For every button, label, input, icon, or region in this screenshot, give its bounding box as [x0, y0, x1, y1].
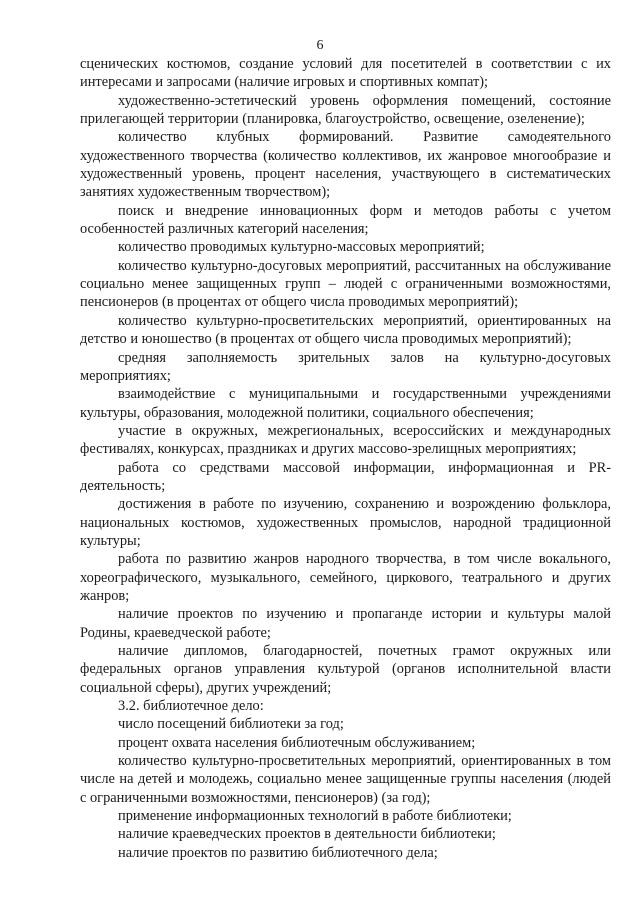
paragraph-leisure-events-vulnerable: количество культурно-досуговых мероприятий, рассчитанных на обслуживание социально менее защищенных групп – людей с ограниченными возможностями, пенсионеров (в процентах от общего числа проводимых мероприятий); [80, 257, 611, 311]
page-number: 6 [316, 38, 324, 53]
paragraph-mass-events-count: количество проводимых культурно-массовых мероприятий; [118, 239, 485, 256]
document-body [80, 55, 611, 862]
section-heading-library: 3.2. библиотечное дело: [118, 698, 264, 715]
paragraph-premises-design: художественно-эстетический уровень оформления помещений, состояние прилегающей территории (планировка, благоустройство, освещение, озеленение); [80, 92, 611, 128]
paragraph-media-pr: работа со средствами массовой информации, информационная и PR-деятельность; [80, 459, 611, 494]
paragraph-library-visits: число посещений библиотеки за год; [118, 716, 344, 733]
paragraph-hall-occupancy: средняя заполняемость зрительных залов на культурно-досуговых мероприятиях; [80, 349, 611, 384]
paragraph-innovative-forms: поиск и внедрение инновационных форм и методов работы с учетом особенностей различных категорий населения; [80, 202, 611, 238]
paragraph-library-development: наличие проектов по развитию библиотечного дела; [118, 844, 438, 861]
paragraph-library-it: применение информационных технологий в работе библиотеки; [118, 808, 512, 825]
paragraph-club-formations: количество клубных формирований. Развитие самодеятельного художественного творчества (количество коллективов, их жанровое многообразие и художественный уровень, процент населения, участвующего в систематических занятиях художественным творчеством); [80, 129, 611, 201]
paragraph-library-coverage: процент охвата населения библиотечным обслуживанием; [118, 734, 476, 751]
paragraph-library-local-history: наличие краеведческих проектов в деятельности библиотеки; [118, 826, 496, 843]
paragraph-folk-genres: работа по развитию жанров народного творчества, в том числе вокального, хореографического, музыкального, семейного, циркового, театрального и других жанров; [80, 551, 611, 604]
paragraph-festival-participation: участие в окружных, межрегиональных, всероссийских и международных фестивалях, конкурсах, праздниках и других массово-зрелищных мероприятиях; [80, 422, 611, 458]
paragraph-local-history-projects: наличие проектов по изучению и пропаганде истории и культуры малой Родины, краеведческой работе; [80, 606, 611, 641]
paragraph-institution-interaction: взаимодействие с муниципальными и государственными учреждениями культуры, образования, молодежной политики, социального обеспечения; [80, 386, 611, 421]
paragraph-educational-events-youth: количество культурно-просветительских мероприятий, ориентированных на детство и юношество (в процентах от общего числа проводимых мероприятий); [80, 312, 611, 348]
paragraph-library-events: количество культурно-просветительных мероприятий, ориентированных в том числе на детей и молодежь, социально менее защищенные группы населения (людей с ограниченными возможностями, пенсионеров) (за год); [80, 753, 611, 806]
paragraph-folklore-achievements: достижения в работе по изучению, сохранению и возрождению фольклора, национальных костюмов, художественных промыслов, народной традиционной культуры; [80, 496, 611, 549]
paragraph-costumes-conditions: сценических костюмов, создание условий для посетителей в соответствии с их интересами и запросами (наличие игровых и спортивных компат); [80, 56, 611, 91]
paragraph-diplomas-awards: наличие дипломов, благодарностей, почетных грамот окружных или федеральных органов управления культурой (органов исполнительной власти социальной сферы), других учреждений; [80, 643, 611, 696]
